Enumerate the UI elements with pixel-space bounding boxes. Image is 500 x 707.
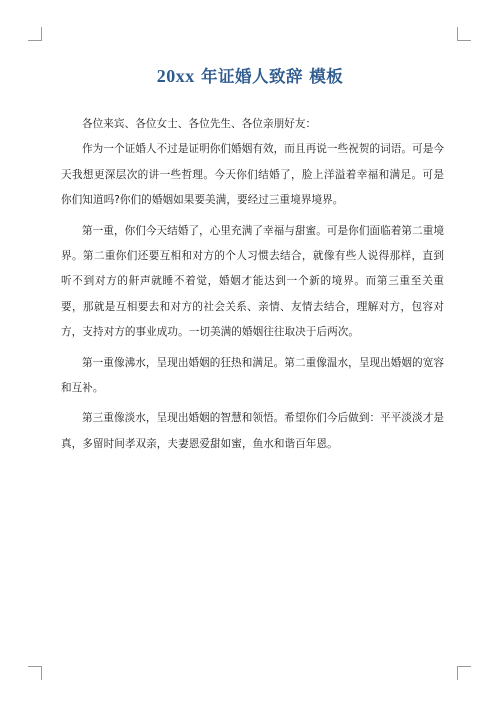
title-year: 20xx: [156, 66, 195, 86]
body-paragraph-3: 第一重像沸水，呈现出婚姻的狂热和满足。第二重像温水，呈现出婚姻的宽容和互补。: [61, 356, 444, 395]
crop-mark-bottom-left: [28, 666, 42, 680]
body-paragraph-4: 第三重像淡水，呈现出婚姻的智慧和领悟。希望你们今后做到：平平淡淡才是真，多留时间孝双亲，夫妻恩爱甜如蜜，鱼水和谐百年恩。: [61, 412, 444, 450]
document-body: [61, 112, 444, 457]
document-title: [40, 63, 460, 87]
crop-mark-top-left: [28, 27, 42, 41]
salutation-paragraph: 各位来宾、各位女士、各位先生、各位亲朋好友：: [82, 118, 317, 130]
body-paragraph-1: 作为一个证婚人不过是证明你们婚姻有效，而且再说一些祝贺的词语。可是今天我想更深层次的讲一些哲理。今天你们结婚了，脸上洋溢着幸福和满足。可是你们知道吗?你们的婚姻如果要美满，要经过三重境界境界。: [61, 143, 444, 207]
crop-mark-top-right: [457, 27, 471, 41]
crop-mark-bottom-right: [457, 666, 471, 680]
title-text: 年证婚人致辞 模板: [194, 67, 344, 86]
body-paragraph-2: 第一重，你们今天结婚了，心里充满了幸福与甜蜜。可是你们面临着第二重境界。第二重你们还要互相和对方的个人习惯去结合，就像有些人说得那样，直到听不到对方的鼾声就睡不着觉，婚姻才能达到一个新的境界。而第三重至关重要，那就是互相要去和对方的社会关系、亲情、友情去结合，理解对方，包容对方，支持对方的事业成功。一切美满的婚姻往往取决于后两次。: [61, 224, 444, 339]
